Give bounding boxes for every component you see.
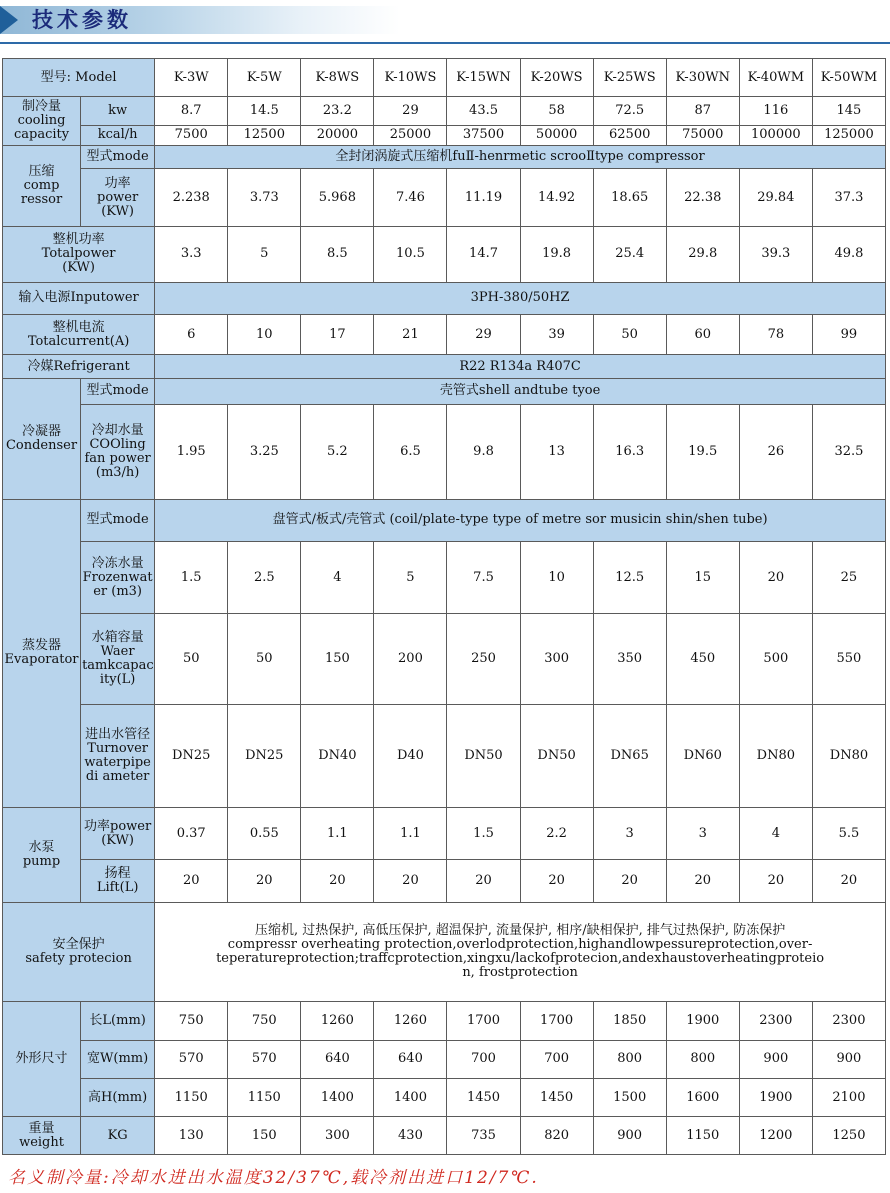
cell-line: comp [23, 177, 60, 193]
pump-lift-row [3, 860, 886, 903]
cell-line: 压缩 [28, 163, 55, 179]
cell-line: (KW) [101, 832, 134, 848]
condenser-water-row [3, 405, 886, 500]
cooling-kw-cell: 72.5 [593, 97, 666, 125]
total-power-label [3, 226, 155, 282]
cell-line: 扬程 [104, 866, 131, 882]
evaporator-pipe-cell: D40 [374, 704, 447, 807]
weight-cell: 735 [447, 1117, 520, 1155]
evaporator-tank-cell: 350 [593, 614, 666, 704]
total-current-label [3, 314, 155, 354]
compressor-power-cell: 37.3 [812, 169, 885, 227]
pump-lift-cell: 20 [301, 860, 374, 903]
cell-line: weight [19, 1134, 64, 1150]
compressor-power-label [81, 169, 155, 227]
cell-line: Waer [100, 644, 135, 660]
condenser-water-cell: 32.5 [812, 405, 885, 500]
weight-label [3, 1117, 81, 1155]
evaporator-frozen-cell: 1.5 [155, 541, 228, 614]
cell-line: er (m3) [93, 583, 143, 599]
safety-text [155, 902, 886, 1001]
pump-lift-cell: 20 [739, 860, 812, 903]
height-cell: 1500 [593, 1078, 666, 1116]
width-cell: 570 [228, 1040, 301, 1078]
compressor-label [3, 146, 81, 227]
total-current-cell: 50 [593, 314, 666, 354]
cooling-kw-cell: 23.2 [301, 97, 374, 125]
height-cell: 1450 [447, 1078, 520, 1116]
pump-power-cell: 0.37 [155, 807, 228, 860]
length-cell: 750 [228, 1002, 301, 1040]
evaporator-tank-cell: 250 [447, 614, 520, 704]
dimensions-label: 外形尺寸 [3, 1002, 81, 1117]
weight-cell: 900 [593, 1117, 666, 1155]
cell-line: 功率power [84, 818, 152, 834]
cell-line: 重量 [28, 1120, 55, 1136]
compressor-power-row [3, 169, 886, 227]
weight-row [3, 1117, 886, 1155]
cell-line: Lift(L) [96, 880, 139, 896]
cell-line: ressor [20, 191, 63, 207]
condenser-water-cell: 13 [520, 405, 593, 500]
weight-cell: 430 [374, 1117, 447, 1155]
model-cell: K-3W [155, 59, 228, 97]
cooling-kcal-cell: 7500 [155, 125, 228, 145]
model-label: 型号: Model [3, 59, 155, 97]
cell-line: 冷冻水量 [91, 555, 144, 571]
total-current-cell: 29 [447, 314, 520, 354]
length-cell: 1900 [666, 1002, 739, 1040]
cooling-kw-cell: 8.7 [155, 97, 228, 125]
pump-power-cell: 1.1 [374, 807, 447, 860]
length-cell: 1260 [301, 1002, 374, 1040]
weight-cell: 1250 [812, 1117, 885, 1155]
condenser-water-cell: 5.2 [301, 405, 374, 500]
cell-line: fan power [84, 451, 151, 467]
evaporator-frozen-cell: 2.5 [228, 541, 301, 614]
length-cell: 1700 [447, 1002, 520, 1040]
evaporator-frozen-label [81, 541, 155, 614]
total-current-cell: 21 [374, 314, 447, 354]
pump-lift-cell: 20 [447, 860, 520, 903]
cell-line: (m3/h) [95, 465, 140, 481]
cooling-kw-cell: 43.5 [447, 97, 520, 125]
dimension-width-row [3, 1040, 886, 1078]
cooling-kw-cell: 87 [666, 97, 739, 125]
height-cell: 1150 [228, 1078, 301, 1116]
width-label: 宽W(mm) [81, 1040, 155, 1078]
cooling-kw-unit: kw [81, 97, 155, 125]
cell-line: 水箱容量 [91, 630, 144, 646]
header-rule [0, 42, 890, 44]
evaporator-frozen-cell: 15 [666, 541, 739, 614]
evaporator-tank-cell: 50 [155, 614, 228, 704]
evaporator-frozen-row [3, 541, 886, 614]
total-power-cell: 8.5 [301, 226, 374, 282]
compressor-power-cell: 3.73 [228, 169, 301, 227]
section-header [0, 0, 890, 40]
pump-lift-cell: 20 [520, 860, 593, 903]
cell-line: ity(L) [99, 672, 136, 688]
condenser-water-cell: 26 [739, 405, 812, 500]
total-power-cell: 14.7 [447, 226, 520, 282]
compressor-power-cell: 11.19 [447, 169, 520, 227]
input-power-value: 3PH-380/50HZ [155, 282, 886, 314]
evaporator-pipe-cell: DN80 [739, 704, 812, 807]
evaporator-tank-cell: 200 [374, 614, 447, 704]
condenser-water-cell: 19.5 [666, 405, 739, 500]
section-title: 技术参数 [32, 7, 132, 32]
model-row [3, 59, 886, 97]
cooling-kw-row [3, 97, 886, 125]
width-cell: 800 [666, 1040, 739, 1078]
total-current-cell: 39 [520, 314, 593, 354]
compressor-type-value: 全封闭涡旋式压缩机fuⅡ-henrmetic scrooⅡtype compressor [155, 146, 886, 169]
cell-line: 冷却水量 [91, 423, 144, 439]
total-power-row [3, 226, 886, 282]
cell-line: capacity [13, 127, 70, 143]
evaporator-tank-cell: 550 [812, 614, 885, 704]
evaporator-pipe-cell: DN50 [447, 704, 520, 807]
total-power-cell: 39.3 [739, 226, 812, 282]
cooling-kcal-cell: 25000 [374, 125, 447, 145]
total-power-cell: 19.8 [520, 226, 593, 282]
cell-line: Frozenwat [82, 569, 153, 585]
cooling-kcal-cell: 50000 [520, 125, 593, 145]
model-cell: K-30WN [666, 59, 739, 97]
total-current-cell: 99 [812, 314, 885, 354]
width-cell: 900 [812, 1040, 885, 1078]
evaporator-tank-label [81, 614, 155, 704]
width-cell: 640 [301, 1040, 374, 1078]
pump-lift-cell: 20 [812, 860, 885, 903]
total-power-cell: 25.4 [593, 226, 666, 282]
height-label: 高H(mm) [81, 1078, 155, 1116]
evaporator-pipe-cell: DN80 [812, 704, 885, 807]
cooling-kw-cell: 14.5 [228, 97, 301, 125]
total-current-cell: 78 [739, 314, 812, 354]
pump-lift-cell: 20 [593, 860, 666, 903]
weight-cell: 1200 [739, 1117, 812, 1155]
cell-line: pump [22, 853, 61, 869]
cell-line: 整机电流 [52, 319, 105, 335]
total-current-cell: 10 [228, 314, 301, 354]
length-label: 长L(mm) [81, 1002, 155, 1040]
evaporator-type-row [3, 500, 886, 541]
condenser-water-cell: 6.5 [374, 405, 447, 500]
cell-line: waterpipe [84, 754, 151, 770]
cooling-kw-cell: 58 [520, 97, 593, 125]
cell-line: 制冷量 [22, 99, 62, 115]
evaporator-pipe-cell: DN65 [593, 704, 666, 807]
cell-line: Totalcurrent(A) [27, 333, 130, 349]
model-cell: K-15WN [447, 59, 520, 97]
length-cell: 2300 [812, 1002, 885, 1040]
condenser-label [3, 378, 81, 499]
evaporator-tank-cell: 50 [228, 614, 301, 704]
total-power-cell: 49.8 [812, 226, 885, 282]
cooling-kw-cell: 116 [739, 97, 812, 125]
evaporator-frozen-cell: 4 [301, 541, 374, 614]
pump-power-cell: 4 [739, 807, 812, 860]
pump-power-row [3, 807, 886, 860]
weight-cell: 150 [228, 1117, 301, 1155]
condenser-type-row [3, 378, 886, 404]
model-cell: K-8WS [301, 59, 374, 97]
evaporator-pipe-label [81, 704, 155, 807]
pump-lift-cell: 20 [374, 860, 447, 903]
cooling-kcal-unit: kcal/h [81, 125, 155, 145]
model-cell: K-10WS [374, 59, 447, 97]
evaporator-type-label: 型式mode [81, 500, 155, 541]
cell-line: Totalpower [41, 246, 116, 262]
cooling-kw-cell: 145 [812, 97, 885, 125]
cell-line: n, frostprotection [462, 964, 578, 980]
evaporator-pipe-cell: DN25 [228, 704, 301, 807]
cooling-kcal-cell: 20000 [301, 125, 374, 145]
pump-lift-cell: 20 [666, 860, 739, 903]
cell-line: 功率 [104, 175, 131, 191]
length-cell: 1850 [593, 1002, 666, 1040]
cell-line: (KW) [62, 260, 95, 276]
model-cell: K-50WM [812, 59, 885, 97]
height-cell: 1450 [520, 1078, 593, 1116]
cell-line: cooling [17, 113, 66, 129]
total-power-cell: 10.5 [374, 226, 447, 282]
compressor-type-row [3, 146, 886, 169]
condenser-water-cell: 9.8 [447, 405, 520, 500]
evaporator-pipe-row [3, 704, 886, 807]
compressor-power-cell: 7.46 [374, 169, 447, 227]
cell-line: 冷凝器 [22, 423, 62, 439]
cell-line: 压缩机, 过热保护, 高低压保护, 超温保护, 流量保护, 相序/缺相保护, 排气过热保护, 防冻保护 [254, 922, 786, 938]
cooling-kcal-cell: 125000 [812, 125, 885, 145]
width-cell: 900 [739, 1040, 812, 1078]
compressor-type-label: 型式mode [81, 146, 155, 169]
width-cell: 700 [447, 1040, 520, 1078]
condenser-water-cell: 16.3 [593, 405, 666, 500]
cell-line: 整机功率 [52, 232, 105, 248]
length-cell: 1260 [374, 1002, 447, 1040]
evaporator-frozen-cell: 10 [520, 541, 593, 614]
pump-power-label [81, 807, 155, 860]
cooling-kcal-cell: 75000 [666, 125, 739, 145]
evaporator-tank-cell: 450 [666, 614, 739, 704]
height-cell: 1400 [374, 1078, 447, 1116]
model-cell: K-5W [228, 59, 301, 97]
cell-line: 蒸发器 [22, 638, 62, 654]
total-power-cell: 3.3 [155, 226, 228, 282]
compressor-power-cell: 2.238 [155, 169, 228, 227]
model-cell: K-25WS [593, 59, 666, 97]
pump-lift-label [81, 860, 155, 903]
input-power-row [3, 282, 886, 314]
weight-unit: KG [81, 1117, 155, 1155]
height-cell: 2100 [812, 1078, 885, 1116]
compressor-power-cell: 18.65 [593, 169, 666, 227]
pump-power-cell: 2.2 [520, 807, 593, 860]
length-cell: 2300 [739, 1002, 812, 1040]
condenser-water-label [81, 405, 155, 500]
evaporator-frozen-cell: 7.5 [447, 541, 520, 614]
safety-row [3, 902, 886, 1001]
condenser-water-cell: 3.25 [228, 405, 301, 500]
evaporator-frozen-cell: 12.5 [593, 541, 666, 614]
evaporator-tank-row [3, 614, 886, 704]
evaporator-tank-cell: 300 [520, 614, 593, 704]
evaporator-type-value: 盘管式/板式/壳管式 (coil/plate-type type of metre sor musicin shin/shen tube) [155, 500, 886, 541]
height-cell: 1600 [666, 1078, 739, 1116]
pump-power-cell: 1.1 [301, 807, 374, 860]
pump-power-cell: 3 [593, 807, 666, 860]
pump-label [3, 807, 81, 902]
cell-line: Turnover [87, 740, 148, 756]
height-cell: 1900 [739, 1078, 812, 1116]
cell-line: compressr overheating protection,overlodprotection,highandlowpessureprotection,over- [227, 936, 813, 952]
input-power-label: 输入电源Inputower [3, 282, 155, 314]
cell-line: safety protecion [25, 950, 132, 966]
refrigerant-value: R22 R134a R407C [155, 355, 886, 378]
evaporator-label [3, 500, 81, 808]
evaporator-pipe-cell: DN60 [666, 704, 739, 807]
dimension-length-row [3, 1002, 886, 1040]
compressor-power-cell: 14.92 [520, 169, 593, 227]
weight-cell: 130 [155, 1117, 228, 1155]
condenser-type-value: 壳管式shell andtube tyoe [155, 378, 886, 404]
pump-power-cell: 1.5 [447, 807, 520, 860]
weight-cell: 300 [301, 1117, 374, 1155]
pump-power-cell: 0.55 [228, 807, 301, 860]
cell-line: teperatureprotection;traffcprotection,xingxu/lackofprotecion,andexhaustoverheatingproteio [216, 950, 825, 966]
cooling-kcal-cell: 100000 [739, 125, 812, 145]
footnote: 名义制冷量:冷却水进出水温度32/37℃,载冷剂出进口12/7℃. [8, 1168, 539, 1188]
total-power-cell: 5 [228, 226, 301, 282]
pump-power-cell: 5.5 [812, 807, 885, 860]
weight-cell: 1150 [666, 1117, 739, 1155]
compressor-power-cell: 22.38 [666, 169, 739, 227]
evaporator-frozen-cell: 25 [812, 541, 885, 614]
evaporator-pipe-cell: DN40 [301, 704, 374, 807]
total-current-cell: 17 [301, 314, 374, 354]
evaporator-tank-cell: 500 [739, 614, 812, 704]
pump-lift-cell: 20 [155, 860, 228, 903]
header-arrow-icon [0, 6, 18, 34]
cell-line: Evaporator [4, 652, 79, 668]
width-cell: 700 [520, 1040, 593, 1078]
condenser-water-cell: 1.95 [155, 405, 228, 500]
pump-power-cell: 3 [666, 807, 739, 860]
dimension-height-row [3, 1078, 886, 1116]
cooling-kcal-cell: 12500 [228, 125, 301, 145]
cooling-kcal-cell: 37500 [447, 125, 520, 145]
cell-line: (KW) [101, 203, 134, 219]
compressor-power-cell: 5.968 [301, 169, 374, 227]
cell-line: 进出水管径 [85, 726, 151, 742]
cell-line: COOling [89, 437, 146, 453]
cooling-kw-cell: 29 [374, 97, 447, 125]
cooling-kcal-cell: 62500 [593, 125, 666, 145]
cell-line: 安全保护 [52, 936, 105, 952]
cell-line: 水泵 [28, 839, 55, 855]
refrigerant-row [3, 355, 886, 378]
evaporator-tank-cell: 150 [301, 614, 374, 704]
evaporator-frozen-cell: 5 [374, 541, 447, 614]
evaporator-pipe-cell: DN25 [155, 704, 228, 807]
model-cell: K-40WM [739, 59, 812, 97]
height-cell: 1400 [301, 1078, 374, 1116]
total-current-cell: 60 [666, 314, 739, 354]
cell-line: tamkcapac [82, 658, 154, 674]
width-cell: 640 [374, 1040, 447, 1078]
safety-label [3, 902, 155, 1001]
length-cell: 1700 [520, 1002, 593, 1040]
spec-table [2, 58, 886, 1155]
pump-lift-cell: 20 [228, 860, 301, 903]
cell-line: Condenser [5, 437, 78, 453]
width-cell: 800 [593, 1040, 666, 1078]
cooling-label [3, 97, 81, 146]
length-cell: 750 [155, 1002, 228, 1040]
cell-line: di ameter [85, 768, 150, 784]
cooling-kcal-row [3, 125, 886, 145]
total-power-cell: 29.8 [666, 226, 739, 282]
model-cell: K-20WS [520, 59, 593, 97]
height-cell: 1150 [155, 1078, 228, 1116]
weight-cell: 820 [520, 1117, 593, 1155]
cell-line: power [97, 189, 139, 205]
width-cell: 570 [155, 1040, 228, 1078]
condenser-type-label: 型式mode [81, 378, 155, 404]
evaporator-pipe-cell: DN50 [520, 704, 593, 807]
refrigerant-label: 冷媒Refrigerant [3, 355, 155, 378]
total-current-row [3, 314, 886, 354]
evaporator-frozen-cell: 20 [739, 541, 812, 614]
total-current-cell: 6 [155, 314, 228, 354]
compressor-power-cell: 29.84 [739, 169, 812, 227]
